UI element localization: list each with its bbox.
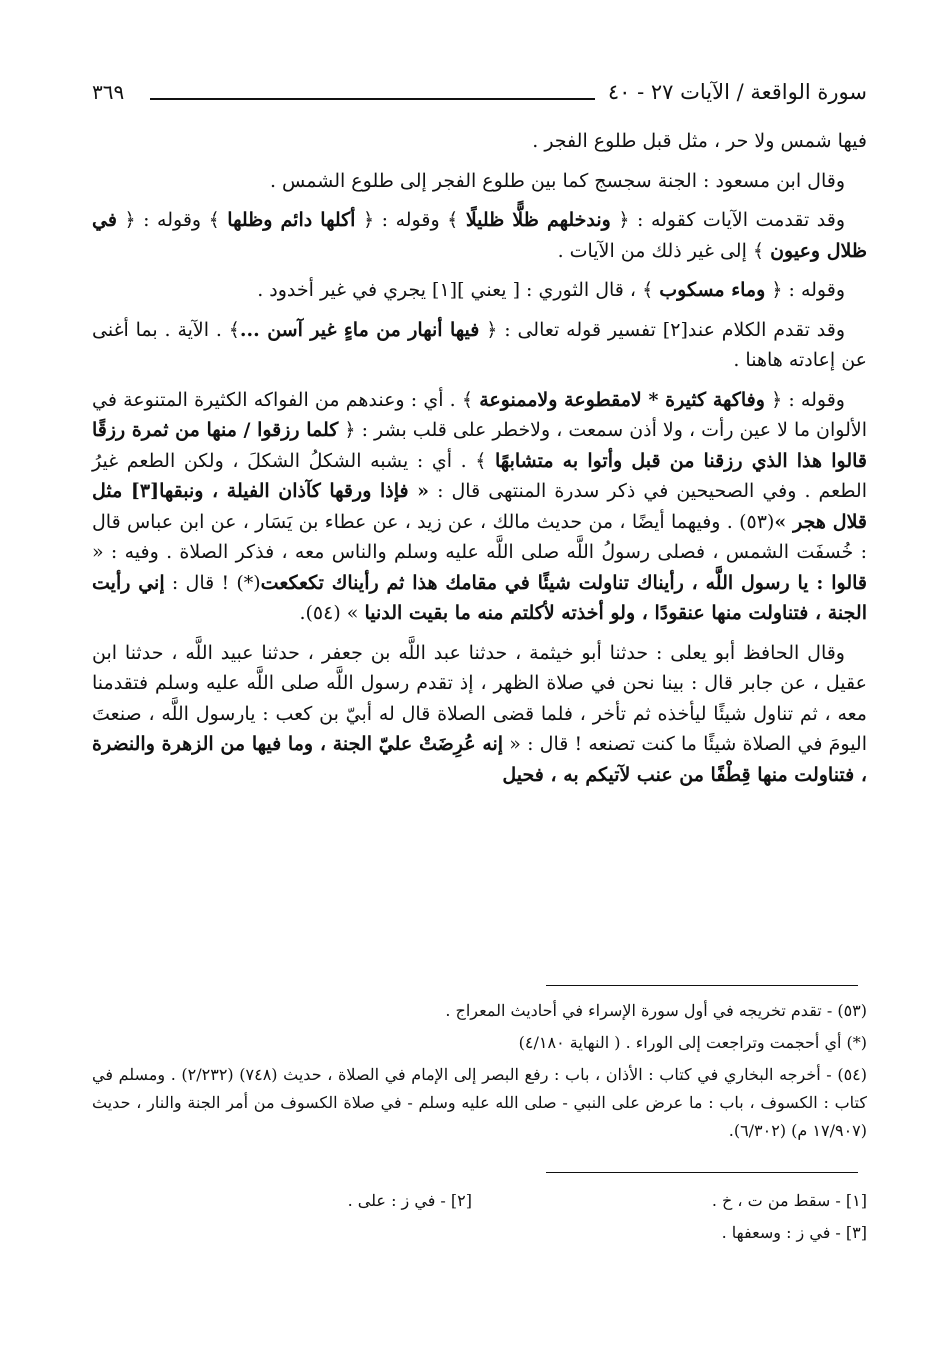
header-rule xyxy=(150,98,595,100)
variant-2: [٢] - في ز : على . xyxy=(347,1191,472,1210)
paragraph-6: وقوله : ﴿ وفاكهة كثيرة * لامقطوعة ولاممنوعة ﴾ . أي : وعندهم من الفواكه الكثيرة المتنوعة في الألوان ما لا عين رأت ، ولا أذن سمعت ، ولاخطر على قلب بشر : ﴿ كلما رزقوا / منها من ثمرة رزقًا قالوا هذا الذي رزقنا من قبل وأتوا به متشابهًا ﴾ . أي : يشبه الشكلُ الشكلَ ، ولكن الطعم غيرُ الطعم . وفي الصحيحين في ذكر سدرة المنتهى قال : « فإذا ورقها كآذان الفيلة ، ونبقها[٣] مثل قلال هجر »(٥٣) . وفيهما أيضًا ، من حديث مالك ، عن زيد ، عن عطاء بن يَسَار ، عن ابن عباس قال : خُسفَت الشمس ، فصلى رسولُ اللَّه صلى اللَّه عليه وسلم والناس معه ، فذكر الصلاة . وفيه : « قالوا : يا رسول اللَّه ، رأيناك تناولت شيئًا في مقامك هذا ثم رأيناك تكعكعت(*) ! قال : إني رأيت الجنة ، فتناولت منها عنقودًا ، ولو أخذته لأكلتم منه ما بقيت الدنيا » (٥٤). xyxy=(92,388,867,624)
quran-quote: وندخلهم ظلًّا ظليلًا xyxy=(465,209,611,231)
chapter-title: سورة الواقعة / الآيات ٢٧ - ٤٠ xyxy=(607,80,867,104)
quran-quote: كلما رزقوا / منها من ثمرة رزقًا قالوا هذا الذي رزقنا من قبل وأتوا به متشابهًا xyxy=(92,419,867,472)
paragraph-3: وقد تقدمت الآيات كقوله : ﴿ وندخلهم ظلًّا ظليلًا ﴾ وقوله : ﴿ أكلها دائم وظلها ﴾ وقوله : ﴿ في ظلال وعيون ﴾ إلى غير ذلك من الآيات . xyxy=(92,209,867,262)
quran-quote: أكلها دائم وظلها xyxy=(227,209,356,231)
variants-rule xyxy=(546,1172,858,1173)
hadith-quote: قالوا : يا رسول اللَّه ، رأيناك تناولت شيئًا في مقامك هذا ثم رأيناك تكعكعت xyxy=(260,571,867,594)
paragraph-1: فيها شمس ولا حر ، مثل قبل طلوع الفجر . xyxy=(532,130,867,152)
paragraph-5: وقد تقدم الكلام عند[٢] تفسير قوله تعالى : ﴿ فيها أنهار من ماءٍ غير آسن ...﴾ . الآية . بما أغنى عن إعادته هاهنا . xyxy=(92,318,867,371)
footnote-53: (٥٣) - تقدم تخريجه في أول سورة الإسراء في أحاديث المعراج . xyxy=(445,1001,867,1020)
running-header xyxy=(92,76,867,116)
hadith-quote: إني رأيت الجنة ، فتناولت منها عنقودًا ، ولو أخذته لأكلتم منه ما بقيت الدنيا xyxy=(92,571,867,624)
quran-quote: وماء مسكوب xyxy=(659,279,766,301)
page-number: ٣٦٩ xyxy=(92,80,125,104)
quran-quote: في ظلال وعيون xyxy=(92,209,867,262)
manuscript-variants xyxy=(92,1186,867,1250)
hadith-quote: إنه عُرِضَتْ عليّ الجنة ، وما فيها من الزهرة والنضرة ، فتناولت منها قِطْفًا من عنب لآتيكم به ، فحيل xyxy=(92,733,867,786)
paragraph-4: وقوله : ﴿ وماء مسكوب ﴾ ، قال الثوري : [ يعني ][١] يجري في غير أخدود . xyxy=(257,279,845,301)
variant-1: [١] - سقط من ت ، خ . xyxy=(711,1191,867,1210)
footnotes xyxy=(92,997,867,1149)
footnote-star: (*) أي أحجمت وتراجعت إلى الوراء . ( النهاية ٤/١٨٠) xyxy=(518,1033,867,1052)
hadith-quote: « فإذا ورقها كآذان الفيلة ، ونبقها[٣] مثل قلال هجر » xyxy=(92,480,867,533)
footnote-54: (٥٤) - أخرجه البخاري في كتاب : الأذان ، باب : رفع البصر إلى الإمام في الصلاة ، حديث (٧٤٨) (٢/٢٣٢) . ومسلم في كتاب : الكسوف ، باب : ما عرض على النبي - صلى الله عليه وسلم - في صلاة الكسوف من أمر الجنة والنار ، حديث (١٧/٩٠٧ م) (٦/٣٠٢). xyxy=(92,1065,867,1140)
paragraph-7: وقال الحافظ أبو يعلى : حدثنا أبو خيثمة ، حدثنا عبد اللَّه بن جعفر ، حدثنا عبيد اللَّه ، حدثنا ابن عقيل ، عن جابر قال : بينا نحن في صلاة الظهر ، إذ تقدم رسول اللَّه صلى اللَّه عليه وسلم فتقدمنا معه ، ثم تناول شيئًا ليأخذه ثم تأخر ، فلما قضى الصلاة قال له أبيّ بن كعب : يارسول اللَّه ، صنعتَ اليومَ في الصلاة شيئًا ما كنت تصنعه ! قال : « إنه عُرِضَتْ عليّ الجنة ، وما فيها من الزهرة والنضرة ، فتناولت منها قِطْفًا من عنب لآتيكم به ، فحيل xyxy=(92,641,867,786)
footnote-rule xyxy=(546,985,858,986)
quran-quote: وفاكهة كثيرة * لامقطوعة ولاممنوعة xyxy=(479,388,765,411)
paragraph-2: وقال ابن مسعود : الجنة سجسج كما بين طلوع الفجر إلى طلوع الشمس . xyxy=(269,169,845,192)
main-text xyxy=(92,126,867,799)
variant-3: [٣] - في ز : وسعفها . xyxy=(721,1223,867,1242)
quran-quote: فيها أنهار من ماءٍ غير آسن ... xyxy=(239,318,480,341)
